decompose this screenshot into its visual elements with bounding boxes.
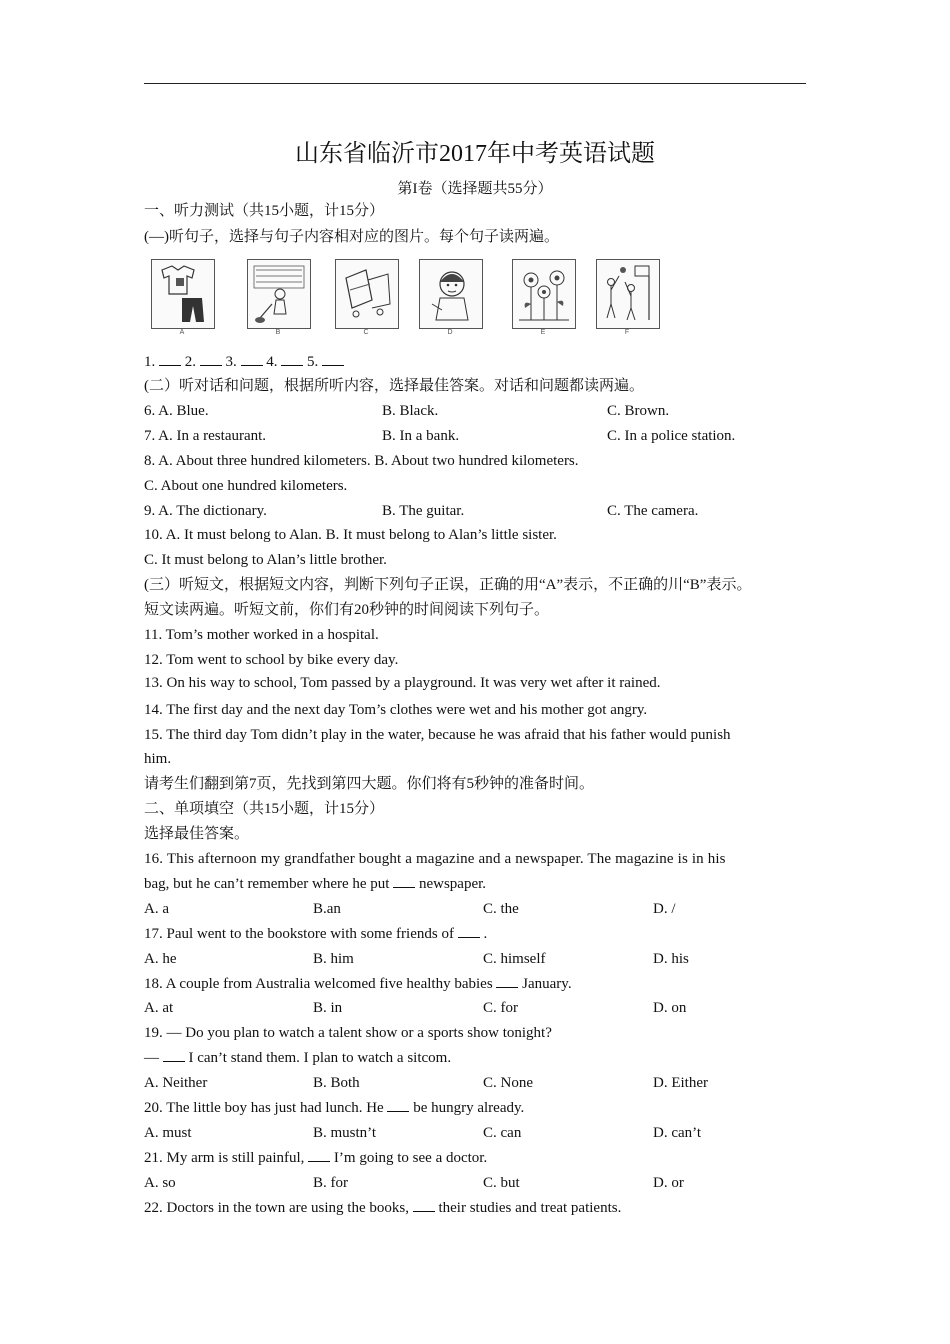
- question-8-line1: 8. A. About three hundred kilometers. B. About two hundred kilometers.: [144, 453, 579, 469]
- sec3-instruction-1: (三）听短文，根据短文内容，判断下列句子正误，正确的用“A”表示，不正确的川“B”表示。: [144, 577, 752, 593]
- picture-label: B: [275, 329, 281, 336]
- question-6: 6. A. Blue. B. Black. C. Brown.: [144, 403, 670, 419]
- question-8-line2: C. About one hundred kilometers.: [144, 478, 348, 494]
- part1-heading: 一、听力测试（共15小题，计15分）: [144, 203, 385, 219]
- picture-label: D: [447, 329, 453, 336]
- question-9: 9. A. The dictionary. B. The guitar. C. The camera.: [144, 503, 699, 519]
- question-16-line2: bag, but he can’t remember where he put newspaper.: [144, 876, 487, 892]
- page-title: 山东省临沂市2017年中考英语试题: [295, 141, 655, 167]
- picture-label: C: [363, 329, 369, 336]
- question-14: 14. The first day and the next day Tom’s clothes were wet and his mother got angry.: [144, 702, 648, 718]
- sec1-instruction: (—)听句子，选择与句子内容相对应的图片。每个句子读两遍。: [144, 229, 559, 245]
- question-11: 11. Tom’s mother worked in a hospital.: [144, 627, 379, 643]
- answer-line-1-5: 1. 2. 3. 4. 5.: [144, 353, 344, 371]
- question-18-options: A. at B. in C. for D. on: [144, 1000, 687, 1016]
- volume-subtitle: 第I卷（选择题共55分）: [397, 181, 553, 197]
- part2-instruction: 选择最佳答案。: [144, 826, 250, 842]
- question-19-line2: — I can’t stand them. I plan to watch a sitcom.: [144, 1050, 452, 1066]
- question-7: 7. A. In a restaurant. B. In a bank. C. In a police station.: [144, 428, 736, 444]
- picture-b: [247, 259, 311, 329]
- question-22: 22. Doctors in the town are using the books, their studies and treat patients.: [144, 1200, 622, 1216]
- question-16-options: A. a B.an C. the D. /: [144, 901, 676, 917]
- question-19-line1: 19. — Do you plan to watch a talent show or a sports show tonight?: [144, 1025, 552, 1041]
- sweeping-icon: [248, 260, 310, 328]
- flowers-icon: [513, 260, 575, 328]
- question-21: 21. My arm is still painful, I’m going to see a doctor.: [144, 1150, 488, 1166]
- part2-heading: 二、单项填空（共15小题，计15分）: [144, 801, 385, 817]
- question-15-line2: him.: [144, 751, 172, 767]
- girl-icon: [420, 260, 482, 328]
- picture-label: F: [624, 329, 630, 336]
- question-20-options: A. must B. mustn’t C. can D. can’t: [144, 1125, 702, 1141]
- clothes-icon: [152, 260, 214, 328]
- header-rule: [144, 83, 806, 84]
- question-17-options: A. he B. him C. himself D. his: [144, 951, 689, 967]
- picture-label: E: [540, 329, 546, 336]
- question-18: 18. A couple from Australia welcomed five healthy babies January.: [144, 976, 572, 992]
- picture-c: [335, 259, 399, 329]
- picture-a: [151, 259, 215, 329]
- picture-d: [419, 259, 483, 329]
- cart-icon: [336, 260, 398, 328]
- question-13: 13. On his way to school, Tom passed by a playground. It was very wet after it rained.: [144, 675, 661, 691]
- question-10-line1: 10. A. It must belong to Alan. B. It must belong to Alan’s little sister.: [144, 527, 557, 543]
- question-15-line1: 15. The third day Tom didn’t play in the water, because he was afraid that his father would punish: [144, 727, 731, 743]
- question-10-line2: C. It must belong to Alan’s little brother.: [144, 552, 387, 568]
- question-16-line1: 16. This afternoon my grandfather bought a magazine and a newspaper. The magazine is in his: [144, 851, 726, 867]
- sec3-instruction-2: 短文读两遍。听短文前，你们有20秒钟的时间阅读下列句子。: [144, 602, 550, 618]
- question-19-options: A. Neither B. Both C. None D. Either: [144, 1075, 708, 1091]
- basketball-icon: [597, 260, 659, 328]
- question-21-options: A. so B. for C. but D. or: [144, 1175, 684, 1191]
- question-12: 12. Tom went to school by bike every day.: [144, 652, 399, 668]
- question-20: 20. The little boy has just had lunch. He be hungry already.: [144, 1100, 525, 1116]
- picture-label: A: [179, 329, 185, 336]
- picture-f: [596, 259, 660, 329]
- question-17: 17. Paul went to the bookstore with some friends of .: [144, 926, 488, 942]
- sec2-instruction: (二）听对话和问题，根据所听内容，选择最佳答案。对话和问题都读两遍。: [144, 378, 644, 394]
- turn-page-instruction: 请考生们翻到第7页，先找到第四大题。你们将有5秒钟的准备时间。: [144, 776, 595, 792]
- picture-e: [512, 259, 576, 329]
